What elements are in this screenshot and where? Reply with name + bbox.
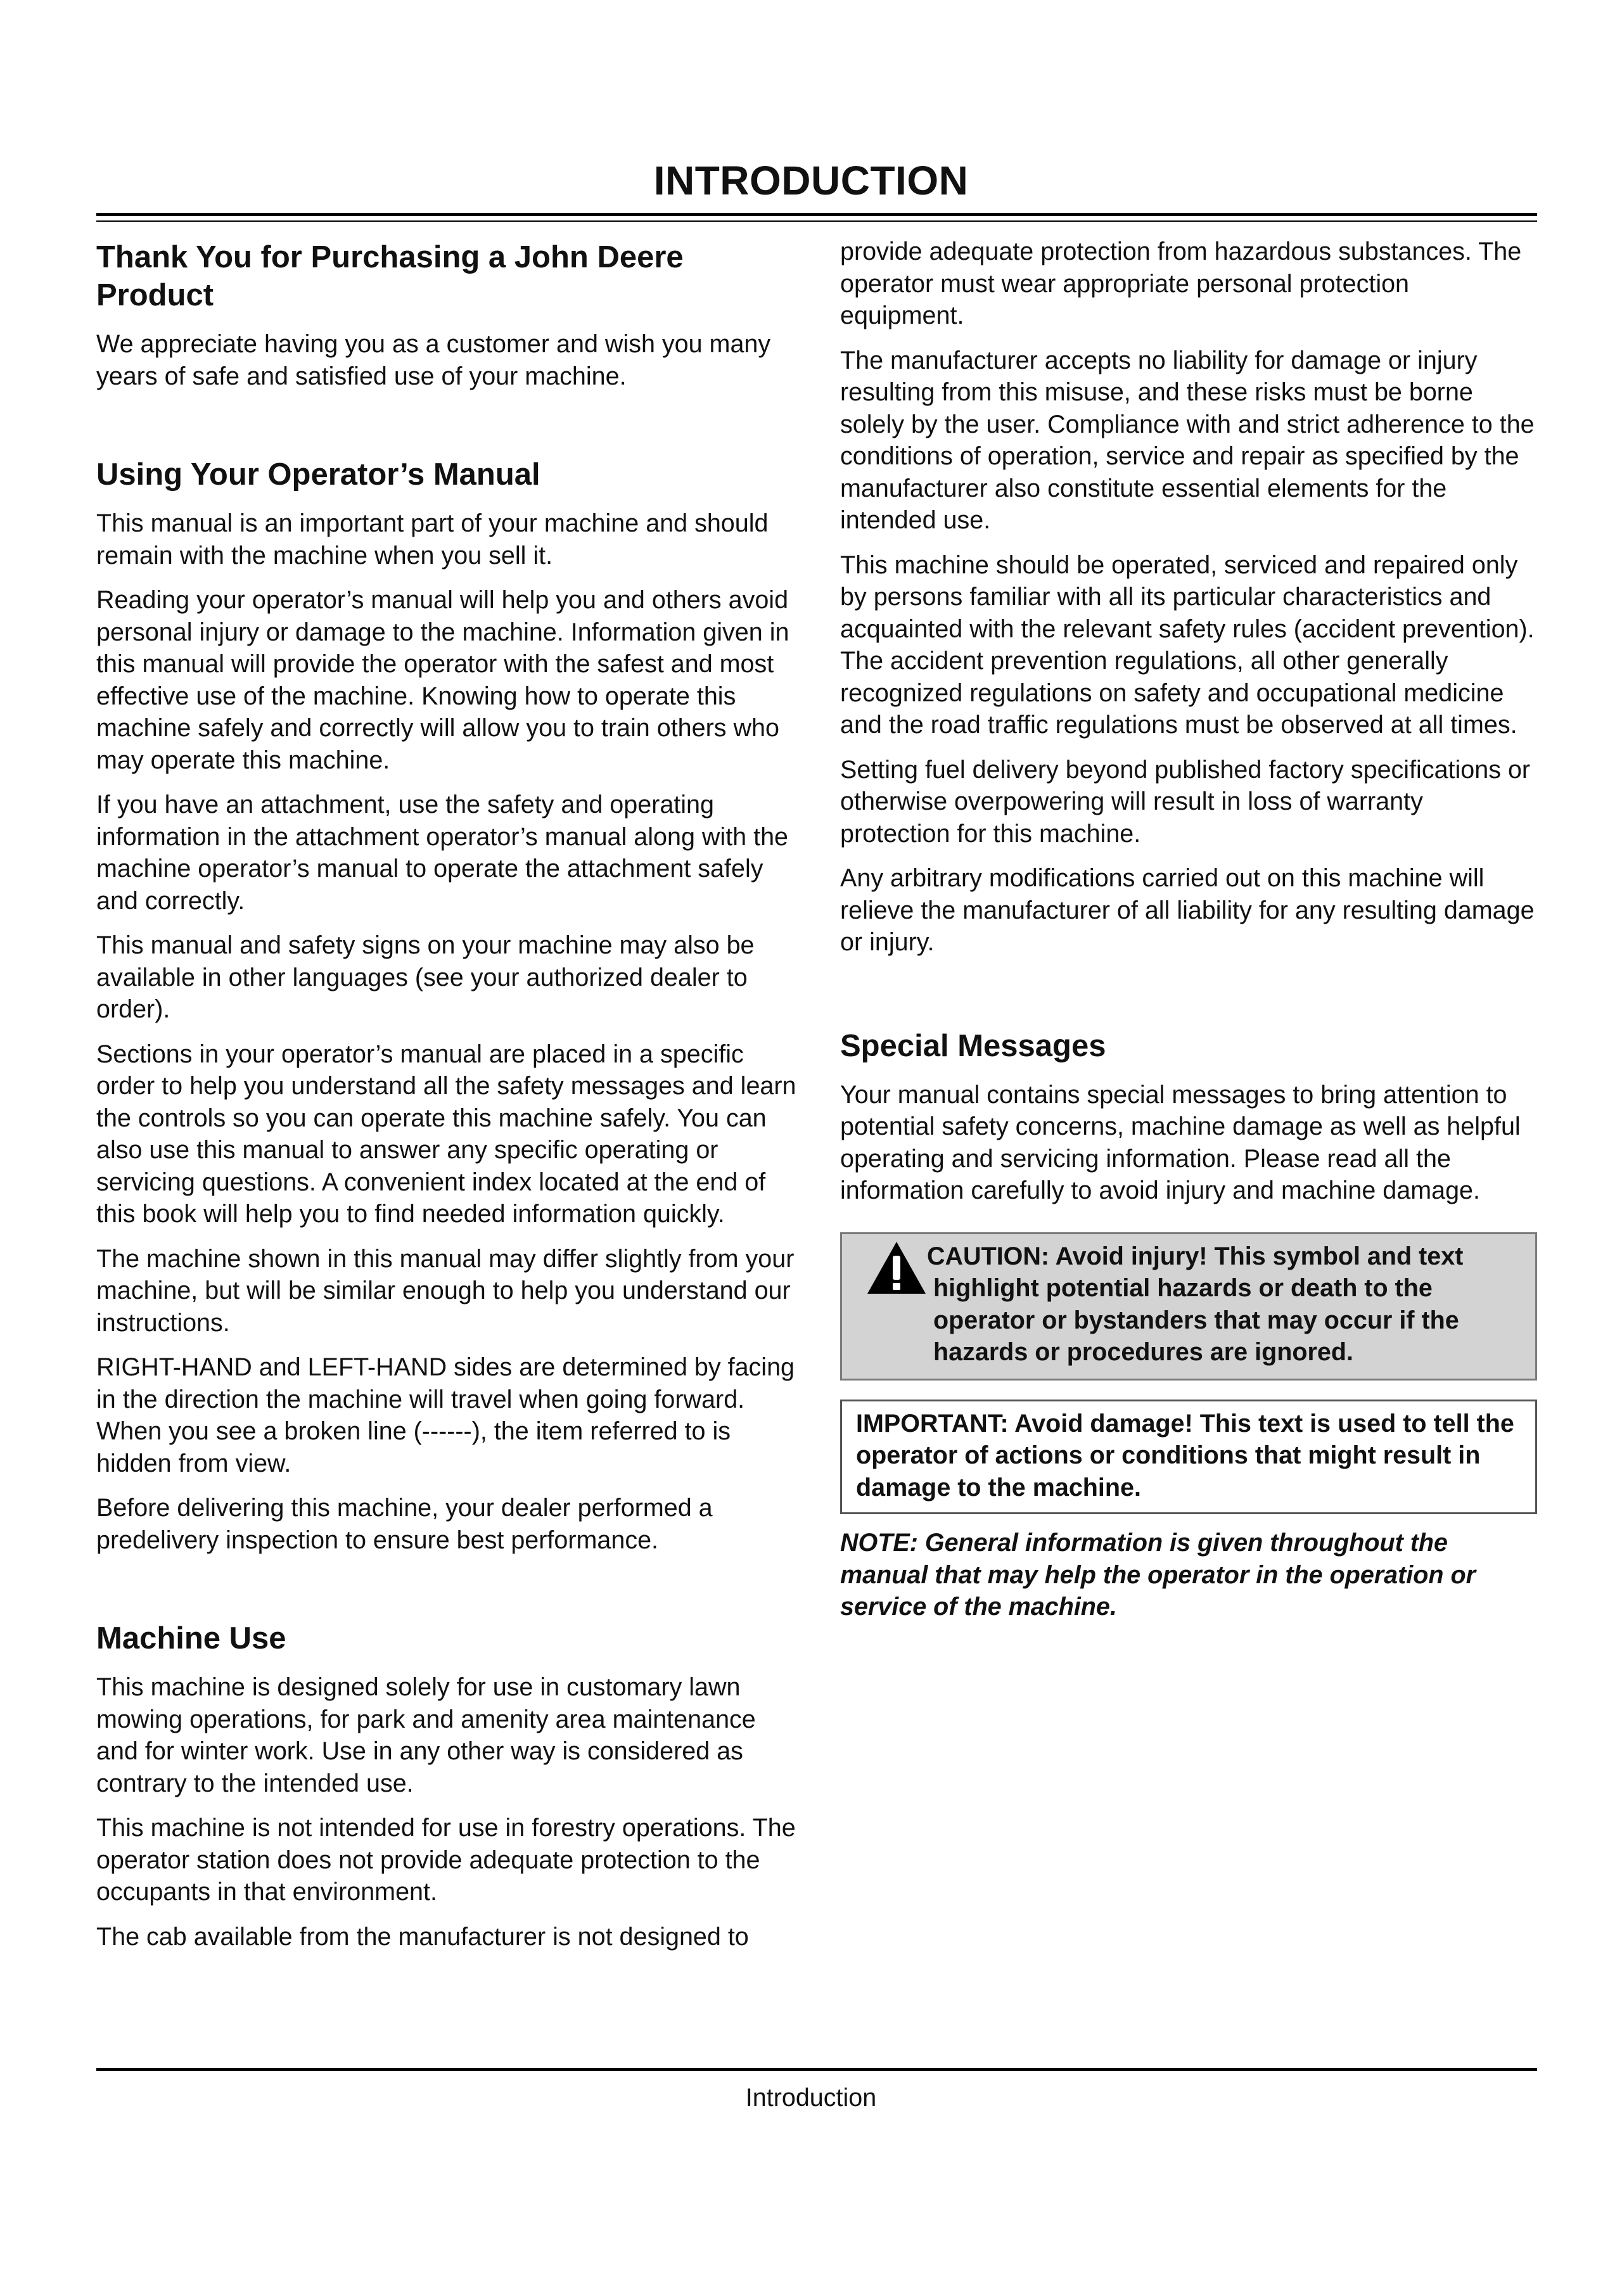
paragraph: Before delivering this machine, your dealer performed a predelivery inspection to ensure best performance. xyxy=(96,1494,713,1554)
paragraph: The manufacturer accepts no liability for damage or injury resulting from this misuse, and these risks must be borne solely by the user. Compliance with and strict adherence to the conditions of operation, service and repair as specified by the manufacturer also constitute essential elements for the intended use. xyxy=(840,346,1535,534)
section-operators-manual xyxy=(96,456,800,1556)
right-column xyxy=(840,236,1537,1636)
paragraph: This manual and safety signs on your machine may also be available in other languages (see your authorized dealer to order). xyxy=(96,931,755,1023)
caution-text xyxy=(848,1240,1523,1368)
paragraph: RIGHT-HAND and LEFT-HAND sides are determined by facing in the direction the machine will travel when going forward. When you see a broken line (------), the item referred to is hidden from view. xyxy=(96,1353,795,1477)
title-rule-thin xyxy=(96,220,1537,222)
footer-section-label: Introduction xyxy=(745,2084,877,2112)
paragraph: provide adequate protection from hazardous substances. The operator must wear appropriate personal protection equipment. xyxy=(840,238,1522,329)
heading-operators-manual: Using Your Operator’s Manual xyxy=(96,457,540,492)
caution-box xyxy=(840,1232,1537,1381)
paragraph: This manual is an important part of your machine and should remain with the machine when you sell it. xyxy=(96,509,769,570)
section-special-messages xyxy=(840,1027,1537,1623)
paragraph: The cab available from the manufacturer is not designed to xyxy=(96,1922,749,1951)
left-column xyxy=(96,238,800,1965)
heading-machine-use: Machine Use xyxy=(96,1621,286,1655)
paragraph: Setting fuel delivery beyond published factory specifications or otherwise overpowering will result in loss of warranty protection for this machine. xyxy=(840,755,1531,848)
page-title: INTRODUCTION xyxy=(653,158,969,203)
paragraph: Reading your operator’s manual will help you and others avoid personal injury or damage to the machine. Information given in this manual will provide the operator with the safest and most effective use of the machine. Knowing how to operate this machine safely and correctly will allow you to train others who may operate this machine. xyxy=(96,586,789,774)
section-thank-you xyxy=(96,238,800,392)
paragraph: This machine is not intended for use in forestry operations. The operator station does not provide adequate protection to the occupants in that environment. xyxy=(96,1814,796,1906)
paragraph: We appreciate having you as a customer and wish you many years of safe and satisfied use of your machine. xyxy=(96,330,771,390)
paragraph: This machine is designed solely for use in customary lawn mowing operations, for park and amenity area maintenance and for winter work. Use in any other way is considered as contrary to the intended use. xyxy=(96,1673,756,1797)
warning-triangle-icon xyxy=(866,1240,927,1295)
important-text: IMPORTANT: Avoid damage! This text is used to tell the operator of actions or conditions that might result in damage to the machine. xyxy=(856,1409,1514,1502)
footer-rule xyxy=(96,2068,1537,2071)
caution-body: highlight potential hazards or death to the operator or bystanders that may occur if the hazards or procedures are ignored. xyxy=(933,1274,1459,1366)
paragraph: Any arbitrary modifications carried out on this machine will relieve the manufacturer of all liability for any resulting damage or injury. xyxy=(840,864,1535,956)
section-machine-use xyxy=(96,1619,800,1953)
section-machine-use-continued xyxy=(840,236,1537,959)
paragraph: This machine should be operated, serviced and repaired only by persons familiar with all its particular characteristics and acquainted with the relevant safety rules (accident prevention). The accident prevention regulations, all other generally recognized regulations on safety and occupational medicine and the road traffic regulations must be observed at all times. xyxy=(840,551,1535,739)
important-box xyxy=(840,1400,1537,1515)
paragraph: Your manual contains special messages to bring attention to potential safety concerns, machine damage as well as helpful operating and servicing information. Please read all the information carefully to avoid injury and machine damage. xyxy=(840,1080,1521,1204)
paragraph: If you have an attachment, use the safety and operating information in the attachment operator’s manual along with the machine operator’s manual to operate the attachment safely and correctly. xyxy=(96,791,789,915)
heading-special-messages: Special Messages xyxy=(840,1028,1106,1063)
paragraph: Sections in your operator’s manual are placed in a specific order to help you understand all the safety messages and learn the controls so you can operate this machine safely. You can also use this manual to answer any specific operating or servicing questions. A convenient index located at the end of this book will help you to find needed information quickly. xyxy=(96,1040,796,1228)
heading-thank-you: Thank You for Purchasing a John Deere Product xyxy=(96,240,684,312)
paragraph: The machine shown in this manual may differ slightly from your machine, but will be similar enough to help you understand our instructions. xyxy=(96,1244,795,1337)
note-text: NOTE: General information is given throughout the manual that may help the operator in the operation or service of the machine. xyxy=(840,1529,1476,1621)
title-rule-thick xyxy=(96,213,1537,216)
caution-lead: CAUTION: Avoid injury! This symbol and text xyxy=(927,1242,1464,1270)
